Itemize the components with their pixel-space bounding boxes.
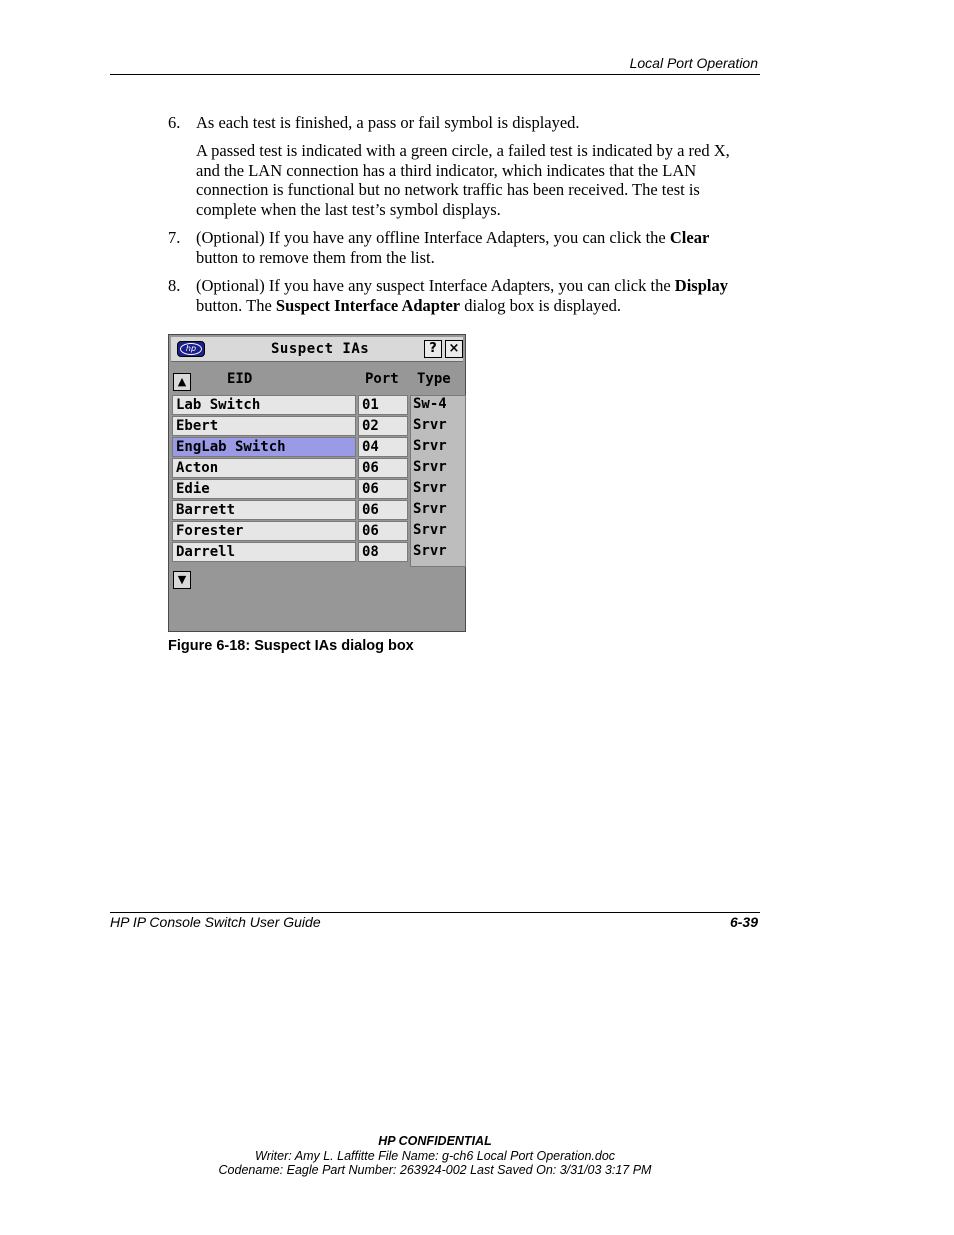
list-item-type[interactable]: Srvr xyxy=(413,522,447,538)
step-number: 7. xyxy=(168,228,181,247)
step-6-detail xyxy=(196,141,766,219)
step-number: 8. xyxy=(168,276,181,295)
step-text-line2: button to remove them from the list. xyxy=(196,247,435,267)
display-button-ref: Display xyxy=(674,276,728,295)
list-item-type[interactable]: Srvr xyxy=(413,417,447,433)
list-item-type[interactable]: Srvr xyxy=(413,459,447,475)
list-item-port[interactable]: 04 xyxy=(358,437,408,457)
hp-logo-icon[interactable]: hp xyxy=(177,341,205,357)
dialog-name-ref: Suspect Interface Adapter xyxy=(275,295,461,315)
step-number: 6. xyxy=(168,113,181,132)
help-button[interactable]: ? xyxy=(424,340,442,358)
list-item-eid[interactable]: Barrett xyxy=(172,500,356,520)
list-item-port[interactable]: 06 xyxy=(358,458,408,478)
list-item-eid[interactable]: Lab Switch xyxy=(172,395,356,415)
list-item-eid[interactable]: Darrell xyxy=(172,542,356,562)
list-item-eid[interactable]: Edie xyxy=(172,479,356,499)
confidential-label: HP CONFIDENTIAL xyxy=(378,1134,492,1148)
writer-info: Writer: Amy L. Laffitte File Name: g-ch6 Local Port Operation.doc xyxy=(254,1149,616,1163)
list-item-eid[interactable]: Ebert xyxy=(172,416,356,436)
list-item-eid[interactable]: Forester xyxy=(172,521,356,541)
figure-caption: Figure 6-18: Suspect IAs dialog box xyxy=(168,638,414,654)
list-item-port[interactable]: 06 xyxy=(358,500,408,520)
step-text-line2: button. The xyxy=(196,295,276,315)
column-header-eid[interactable]: EID xyxy=(227,371,253,387)
guide-title: HP IP Console Switch User Guide xyxy=(110,914,321,930)
list-item-port[interactable]: 06 xyxy=(358,521,408,541)
list-item-type[interactable]: Srvr xyxy=(413,543,447,559)
detail-line: A passed test is indicated with a green circle, a failed test is indicated by a red X, xyxy=(196,141,730,160)
list-item-eid[interactable]: Acton xyxy=(172,458,356,478)
column-header-type[interactable]: Type xyxy=(417,371,451,387)
step-text: (Optional) If you have any offline Interface Adapters, you can click the xyxy=(196,228,670,247)
codename-info: Codename: Eagle Part Number: 263924-002 Last Saved On: 3/31/03 3:17 PM xyxy=(218,1163,652,1177)
suspect-ias-dialog xyxy=(168,334,466,632)
step-text: (Optional) If you have any suspect Interface Adapters, you can click the xyxy=(196,276,675,295)
column-header-port[interactable]: Port xyxy=(365,371,399,387)
footer-rule xyxy=(110,912,760,913)
clear-button-ref: Clear xyxy=(669,228,710,247)
list-item-port[interactable]: 06 xyxy=(358,479,408,499)
header-rule xyxy=(110,74,760,75)
list-item-type[interactable]: Srvr xyxy=(413,480,447,496)
scroll-up-icon[interactable]: ▲ xyxy=(173,373,191,391)
step-text: As each test is finished, a pass or fail symbol is displayed. xyxy=(196,113,580,132)
detail-line: and the LAN connection has a third indicator, which indicates that the LAN xyxy=(196,160,697,180)
step-text-line2-end: dialog box is displayed. xyxy=(460,295,621,315)
scroll-down-icon[interactable]: ▼ xyxy=(173,571,191,589)
page-number: 6-39 xyxy=(729,914,758,930)
list-item-port[interactable]: 01 xyxy=(358,395,408,415)
list-item-eid-selected[interactable]: EngLab Switch xyxy=(172,437,356,457)
section-title: Local Port Operation xyxy=(629,55,758,71)
dialog-title: Suspect IAs xyxy=(271,341,370,357)
list-item-port[interactable]: 08 xyxy=(358,542,408,562)
list-item-type[interactable]: Srvr xyxy=(413,501,447,517)
list-item-type[interactable]: Sw-4 xyxy=(413,396,447,412)
list-item-type[interactable]: Srvr xyxy=(413,438,447,454)
close-button[interactable]: × xyxy=(445,340,463,358)
dialog-titlebar xyxy=(171,337,463,362)
detail-line: complete when the last test’s symbol displays. xyxy=(196,199,501,219)
detail-line: connection is functional but no network traffic has been received. The test is xyxy=(196,180,700,199)
list-item-port[interactable]: 02 xyxy=(358,416,408,436)
